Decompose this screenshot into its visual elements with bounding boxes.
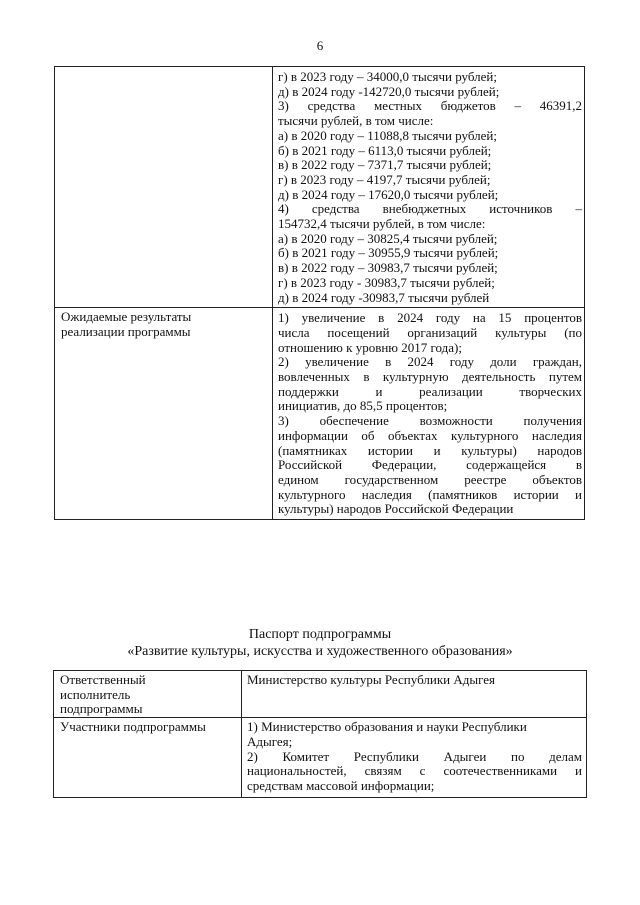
- funding-label-cell: [55, 67, 273, 308]
- result-line: числа посещений организаций культуры (по: [278, 324, 582, 340]
- funding-line: б) в 2021 году – 6113,0 тысячи рублей;: [278, 142, 492, 158]
- participants-value-cell: [242, 718, 587, 798]
- funding-line: б) в 2021 году – 30955,9 тысячи рублей;: [278, 245, 499, 261]
- subprogram-name: «Развитие культуры, искусства и художественного образования»: [127, 644, 513, 659]
- funding-line: д) в 2024 году -142720,0 тысячи рублей;: [278, 83, 500, 99]
- result-line: поддержки и реализации творческих: [278, 383, 582, 399]
- participants-row: [54, 718, 587, 798]
- subprogram-passport-table: [53, 670, 587, 798]
- executor-name: Министерство культуры Республики Адыгея: [247, 672, 495, 687]
- funding-line: г) в 2023 году – 4197,7 тысячи рублей;: [278, 171, 491, 187]
- result-line: отношению к уровню 2017 года);: [278, 339, 462, 355]
- row-label: подпрограммы: [60, 701, 143, 717]
- expected-results-row: [55, 308, 585, 520]
- page-number: 6: [316, 38, 324, 53]
- result-line: культурного наследия (памятников истории и: [278, 486, 582, 502]
- funding-line: тысячи рублей, в том числе:: [278, 113, 434, 129]
- funding-line: 3) средства местных бюджетов – 46391,2: [278, 98, 582, 114]
- funding-line: д) в 2024 году -30983,7 тысячи рублей: [278, 289, 490, 305]
- row-label: исполнитель: [60, 686, 131, 702]
- funding-line: а) в 2020 году – 30825,4 тысячи рублей;: [278, 230, 498, 246]
- funding-line: 4) средства внебюджетных источников –: [278, 201, 582, 217]
- participant-line: 1) Министерство образования и науки Республики: [247, 719, 527, 735]
- program-passport-table: [54, 66, 585, 520]
- funding-line: 154732,4 тысячи рублей, в том числе:: [278, 216, 486, 232]
- row-label: реализации программы: [61, 323, 191, 339]
- row-label: Участники подпрограммы: [60, 719, 206, 735]
- row-label: Ответственный: [60, 672, 146, 687]
- funding-line: г) в 2023 году – 34000,0 тысячи рублей;: [278, 69, 497, 84]
- participants-label-cell: [54, 718, 242, 798]
- expected-results-value-cell: [273, 308, 585, 520]
- participant-line: средствам массовой информации;: [247, 777, 435, 793]
- funding-line: в) в 2022 году – 7371,7 тысячи рублей;: [278, 157, 492, 173]
- result-line: 3) обеспечение возможности получения: [278, 413, 582, 429]
- result-line: (памятниках истории и культуры) народов: [278, 442, 582, 458]
- funding-line: в) в 2022 году – 30983,7 тысячи рублей;: [278, 260, 498, 276]
- participant-line: Адыгея;: [247, 733, 293, 749]
- participant-line: 2) Комитет Республики Адыгеи по делам: [247, 748, 582, 764]
- responsible-executor-row: [54, 671, 587, 718]
- result-line: культуры) народов Российской Федерации: [278, 501, 514, 517]
- participant-line: национальностей, связям с соотечественниками и: [247, 763, 582, 779]
- row-label: Ожидаемые результаты: [61, 309, 192, 325]
- funding-value-cell: [273, 67, 585, 308]
- result-line: едином государственном реестре объектов: [278, 471, 582, 487]
- responsible-executor-value-cell: [242, 671, 587, 718]
- result-line: 1) увеличение в 2024 году на 15 процентов: [278, 310, 582, 326]
- subprogram-passport-title: Паспорт подпрограммы: [248, 627, 392, 642]
- result-line: Российской Федерации, содержащейся в: [278, 457, 582, 473]
- result-line: инициатив, до 85,5 процентов;: [278, 398, 448, 414]
- funding-line: д) в 2024 году – 17620,0 тысячи рублей;: [278, 186, 499, 202]
- funding-line: а) в 2020 году – 11088,8 тысячи рублей;: [278, 127, 497, 143]
- result-line: 2) увеличение в 2024 году доли граждан,: [278, 354, 582, 370]
- expected-results-label-cell: [55, 308, 273, 520]
- funding-row: [55, 67, 585, 308]
- funding-line: г) в 2023 году - 30983,7 тысячи рублей;: [278, 274, 495, 290]
- result-line: вовлеченных в культурную деятельность путем: [278, 369, 582, 385]
- responsible-executor-label-cell: [54, 671, 242, 718]
- result-line: информации об объектах культурного наследия: [278, 427, 582, 443]
